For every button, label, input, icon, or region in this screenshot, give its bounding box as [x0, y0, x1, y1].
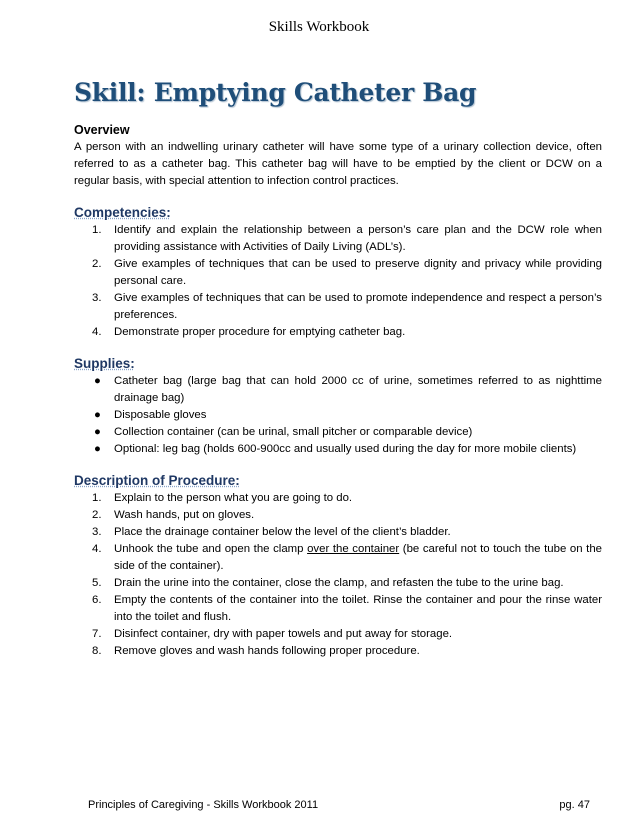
- item-number: 6.: [92, 594, 102, 606]
- item-number: 3.: [92, 292, 102, 304]
- item-number: 2.: [92, 509, 102, 521]
- procedure-heading: Description of Procedure:: [74, 473, 240, 488]
- list-item: [74, 490, 602, 507]
- item-text: Disposable gloves: [114, 409, 207, 421]
- item-text: Wash hands, put on gloves.: [114, 509, 255, 521]
- bullet-icon: ●: [94, 426, 101, 438]
- item-text: Optional: leg bag (holds 600-900cc and usually used during the day for more mobile clients): [114, 443, 577, 455]
- page-number: pg. 47: [559, 799, 590, 811]
- list-item: [74, 507, 602, 524]
- footer-title: Principles of Caregiving - Skills Workbook 2011: [88, 799, 319, 811]
- item-text: Give examples of techniques that can be used to promote independence and respect a person’s preferences.: [114, 292, 602, 321]
- list-item: [74, 541, 602, 575]
- item-text: Explain to the person what you are going to do.: [114, 492, 353, 504]
- list-item: [74, 256, 602, 290]
- item-number: 5.: [92, 577, 102, 589]
- item-number: 1.: [92, 492, 102, 504]
- item-number: 3.: [92, 526, 102, 538]
- item-text: Disinfect container, dry with paper towels and put away for storage.: [114, 628, 453, 640]
- bullet-icon: ●: [94, 443, 101, 455]
- item-text: Place the drainage container below the level of the client’s bladder.: [114, 526, 451, 538]
- list-item: [74, 407, 602, 424]
- supplies-list: [74, 373, 602, 458]
- item-text: Demonstrate proper procedure for emptying catheter bag.: [114, 326, 406, 338]
- item-text: Identify and explain the relationship between a person’s care plan and the DCW role when providing assistance with Activities of Daily Living (ADL’s).: [114, 224, 602, 253]
- item-number: 8.: [92, 645, 102, 657]
- list-item: [74, 626, 602, 643]
- item-text: Drain the urine into the container, close the clamp, and refasten the tube to the urine bag.: [114, 577, 564, 589]
- list-item: [74, 441, 602, 458]
- list-item: [74, 575, 602, 592]
- list-item: [74, 643, 602, 660]
- item-number: 7.: [92, 628, 102, 640]
- list-item: [74, 373, 602, 407]
- procedure-list: [74, 490, 602, 660]
- page-title: Skill: Emptying Catheter Bag: [74, 78, 477, 107]
- item-text: Give examples of techniques that can be used to preserve dignity and privacy while providing personal care.: [114, 258, 602, 287]
- list-item: [74, 424, 602, 441]
- item-number: 1.: [92, 224, 102, 236]
- supplies-heading: Supplies:: [74, 356, 135, 371]
- overview-text: A person with an indwelling urinary catheter will have some type of a urinary collection device, often referred to as a catheter bag. This catheter bag will have to be emptied by the client or DCW on a regular basis, with special attention to infection control practices.: [74, 141, 602, 187]
- item-underlined-text: over the container: [307, 543, 400, 555]
- document-body: [74, 122, 602, 674]
- item-number: 4.: [92, 543, 102, 555]
- item-text-continued: (be careful not to touch the tube on the side of the container).: [114, 543, 603, 572]
- item-text: Catheter bag (large bag that can hold 2000 cc of urine, sometimes referred to as nighttime drainage bag): [114, 375, 602, 404]
- item-number: 4.: [92, 326, 102, 338]
- list-item: [74, 524, 602, 541]
- list-item: [74, 592, 602, 626]
- list-item: [74, 324, 602, 341]
- overview-heading: Overview: [74, 123, 130, 137]
- bullet-icon: ●: [94, 375, 101, 387]
- page-header: Skills Workbook: [268, 19, 370, 35]
- item-text: Remove gloves and wash hands following proper procedure.: [114, 645, 420, 657]
- item-text: Collection container (can be urinal, small pitcher or comparable device): [114, 426, 473, 438]
- item-text: Empty the contents of the container into the toilet. Rinse the container and pour the rinse water into the toilet and flush.: [114, 594, 602, 623]
- item-number: 2.: [92, 258, 102, 270]
- list-item: [74, 290, 602, 324]
- list-item: [74, 222, 602, 256]
- item-text: Unhook the tube and open the clamp: [114, 543, 308, 555]
- competencies-list: [74, 222, 602, 341]
- competencies-heading: Competencies:: [74, 205, 171, 220]
- bullet-icon: ●: [94, 409, 101, 421]
